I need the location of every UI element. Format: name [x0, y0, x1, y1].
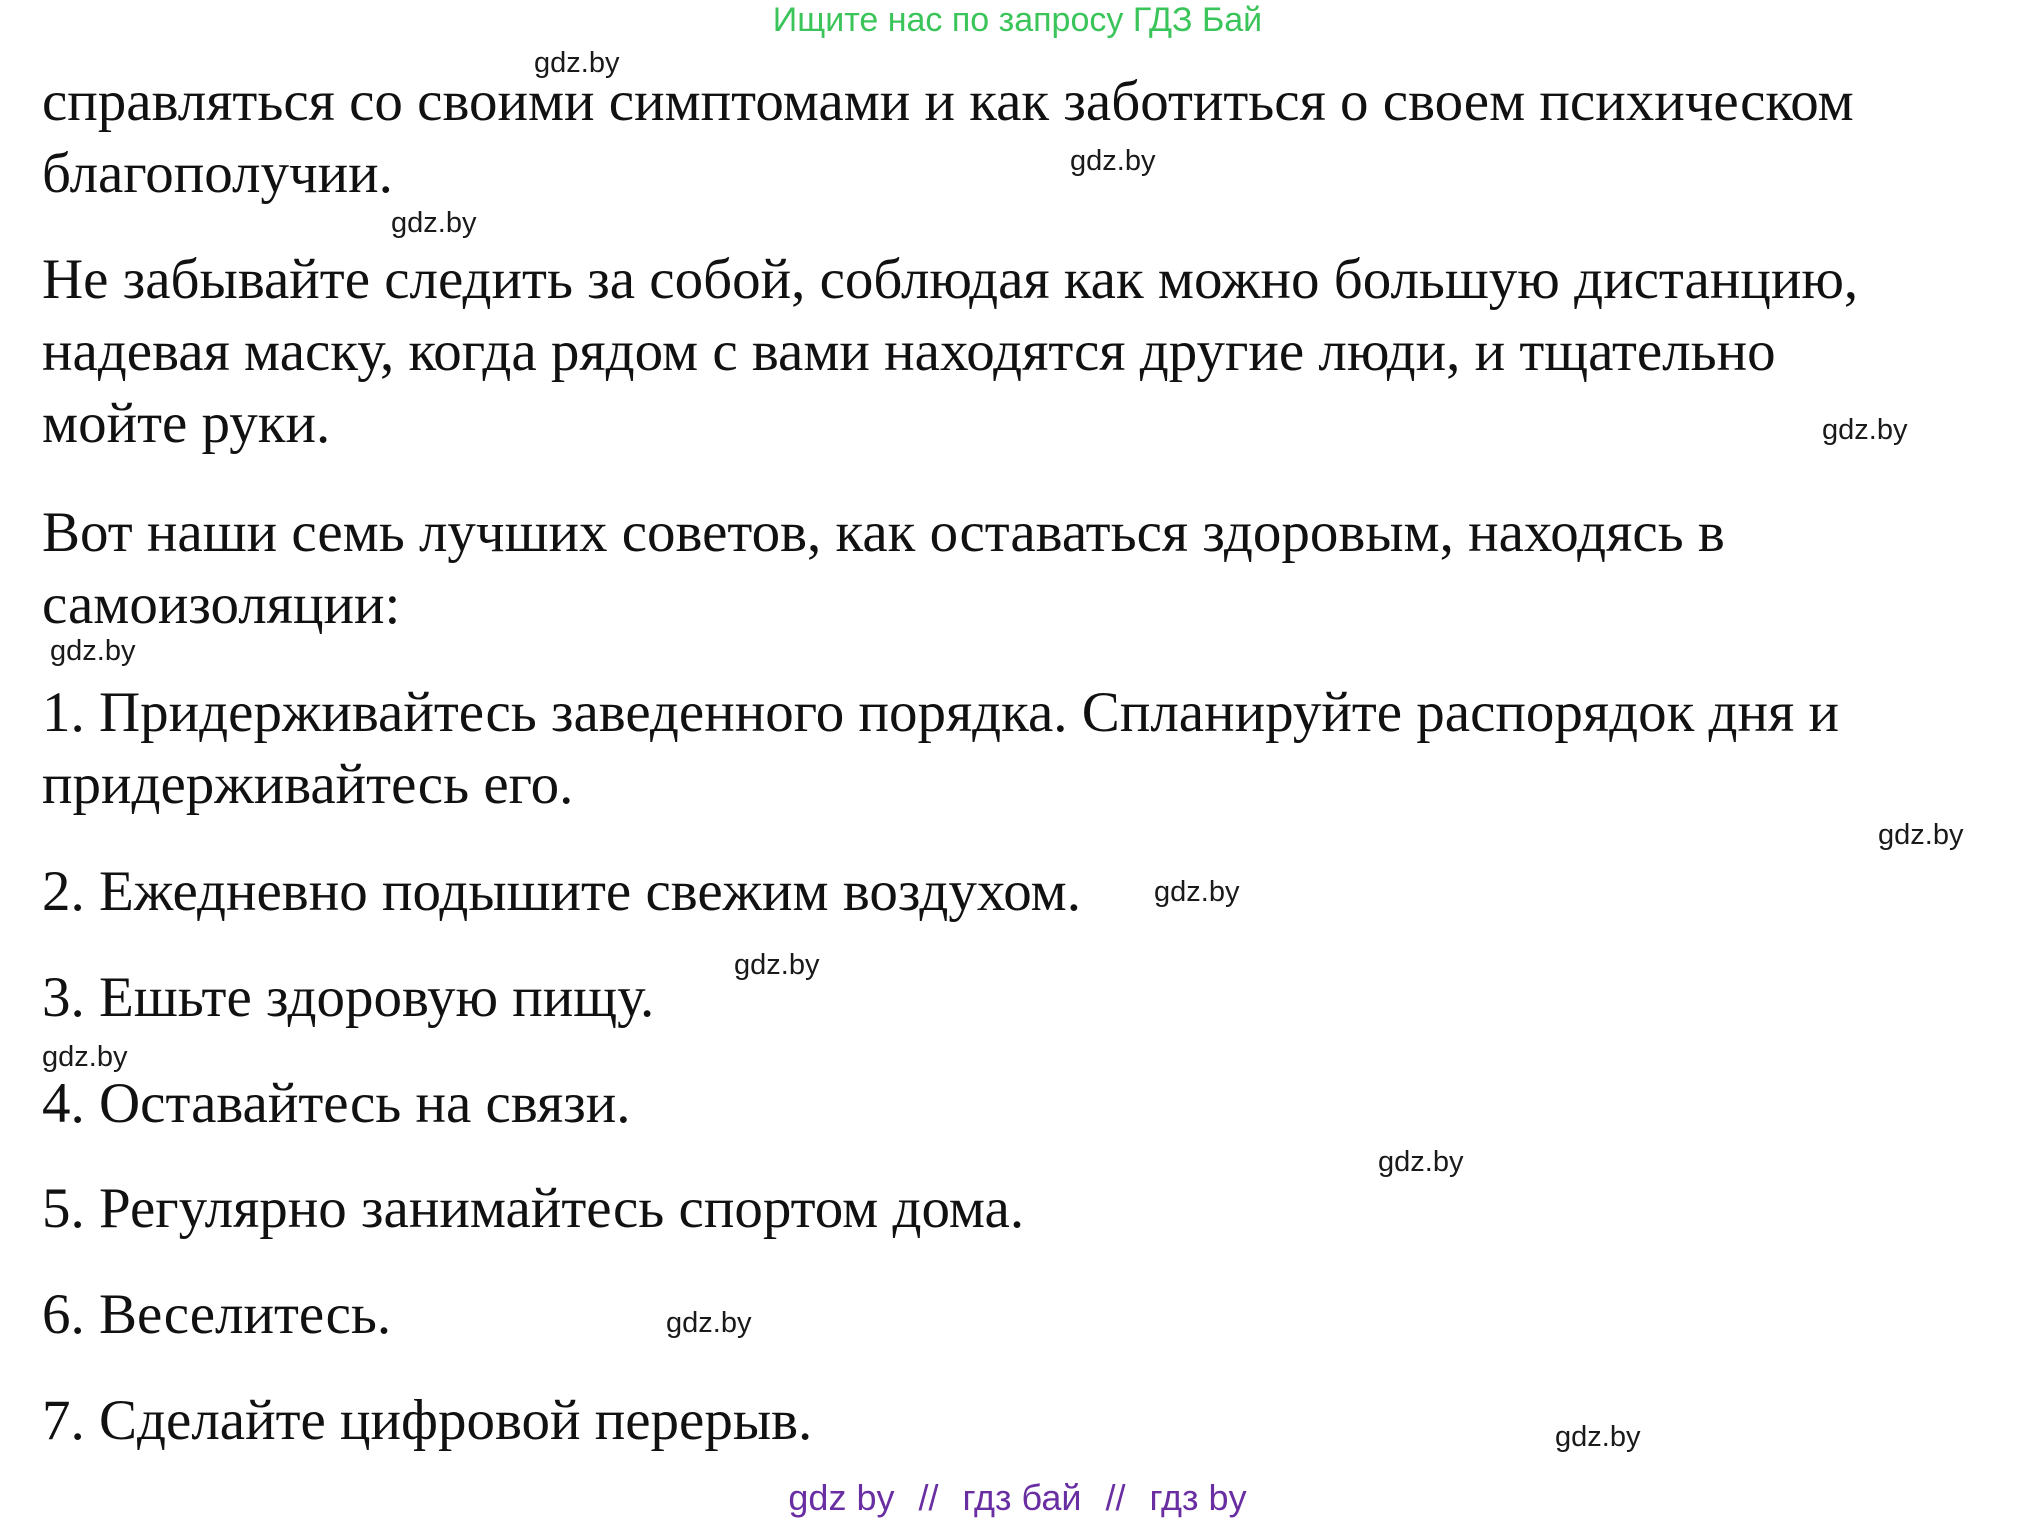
- watermark: gdz.by: [1555, 1421, 1641, 1453]
- text-line: Вот наши семь лучших советов, как оставаться здоровым, находясь в: [42, 501, 1725, 564]
- watermark: gdz.by: [734, 949, 820, 981]
- watermark: gdz.by: [42, 1041, 128, 1073]
- watermark: gdz.by: [1154, 876, 1240, 908]
- footer-separator: //: [1105, 1477, 1126, 1518]
- watermark: gdz.by: [1878, 819, 1964, 851]
- list-item: 1. Придерживайтесь заведенного порядка. Спланируйте распорядок дня и: [42, 681, 1840, 744]
- top-banner: Ищите нас по запросу ГДЗ Бай: [772, 1, 1263, 39]
- text-line: самоизоляции:: [42, 573, 401, 636]
- watermark: gdz.by: [1378, 1146, 1464, 1178]
- footer-part: гдз by: [1149, 1477, 1247, 1518]
- footer-part: gdz by: [788, 1477, 895, 1518]
- text-line: надевая маску, когда рядом с вами находятся другие люди, и тщательно: [42, 320, 1776, 383]
- footer-part: гдз бай: [962, 1477, 1082, 1518]
- text-line: благополучии.: [42, 142, 393, 205]
- text-line: справляться со своими симптомами и как заботиться о своем психическом: [42, 70, 1854, 133]
- list-item: 2. Ежедневно подышите свежим воздухом.: [42, 860, 1081, 923]
- watermark: gdz.by: [50, 635, 136, 667]
- list-item: 6. Веселитесь.: [42, 1283, 392, 1346]
- watermark: gdz.by: [1822, 414, 1908, 446]
- watermark: gdz.by: [391, 207, 477, 239]
- list-item: 3. Ешьте здоровую пищу.: [42, 966, 655, 1029]
- footer-watermark: [0, 1478, 2035, 1518]
- list-item: 7. Сделайте цифровой перерыв.: [42, 1389, 813, 1452]
- text-line: мойте руки.: [42, 392, 331, 455]
- list-item: 5. Регулярно занимайтесь спортом дома.: [42, 1177, 1025, 1240]
- watermark: gdz.by: [666, 1307, 752, 1339]
- text-line: придерживайтесь его.: [42, 753, 574, 816]
- list-item: 4. Оставайтесь на связи.: [42, 1072, 631, 1135]
- watermark: gdz.by: [534, 47, 620, 79]
- watermark: gdz.by: [1070, 145, 1156, 177]
- text-line: Не забывайте следить за собой, соблюдая как можно большую дистанцию,: [42, 248, 1859, 311]
- footer-separator: //: [918, 1477, 939, 1518]
